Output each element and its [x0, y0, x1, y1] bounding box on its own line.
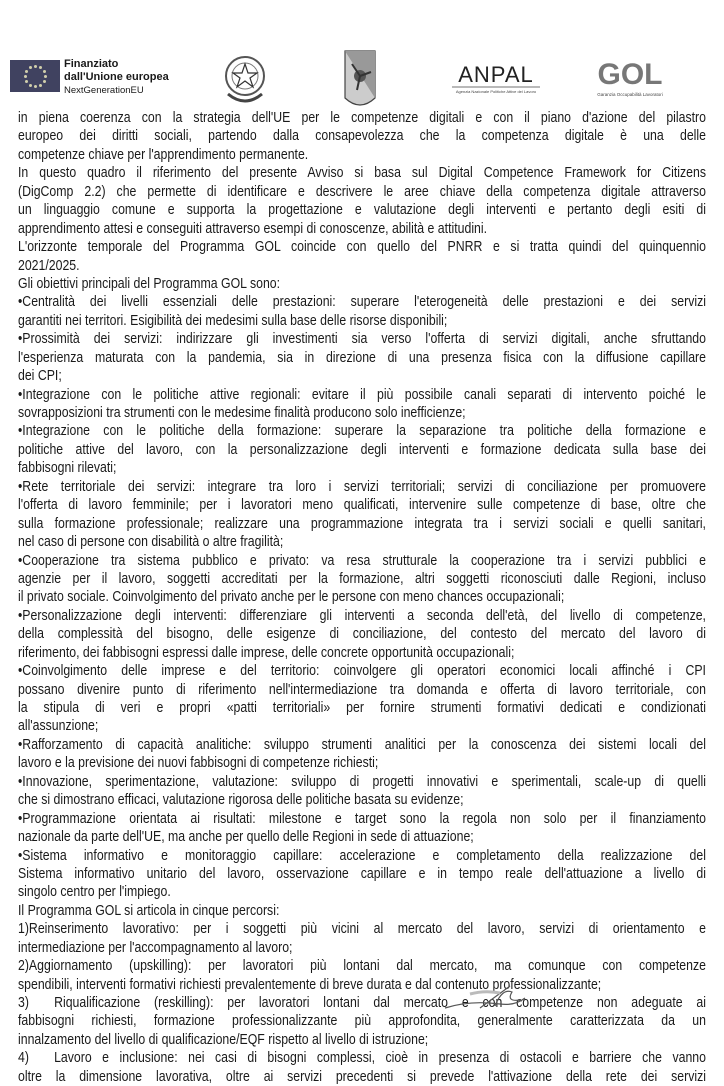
text-line: sovrapposizioni tra strumenti con le medesime finalità producono solo inefficienze;	[18, 404, 466, 421]
text-line: •Rete territoriale dei servizi: integrare tra loro i servizi territoriali; servizi di conciliazione per promuovere	[18, 477, 706, 495]
anpal-logo-text: ANPAL	[458, 62, 534, 87]
eu-star-icon	[29, 66, 32, 69]
text-line: •Integrazione con le politiche attive regionali: evitare il più possibile canali separati di intervento poiché le	[18, 385, 706, 403]
paragraph	[18, 736, 706, 773]
eu-funding-label	[64, 58, 169, 97]
text-line: •Integrazione con le politiche della formazione: superare la separazione tra politiche della formazione e	[18, 422, 706, 440]
text-line: Il Programma GOL si articola in cinque percorsi:	[18, 901, 280, 919]
text-line: Sistema informativo unitario del lavoro, osservazione capillare e in tempo reale dell'attuazione a livello di	[18, 864, 706, 882]
paragraph	[18, 238, 706, 275]
eu-flag-logo	[10, 60, 60, 92]
italian-republic-emblem-logo	[222, 50, 268, 110]
text-line: agenzie per il lavoro, soggetti accreditati per la formazione, altri soggetti riconosciuti dalle Regioni, incluso	[18, 569, 706, 587]
text-line: •Programmazione orientata ai risultati: milestone e target sono la regola non solo per il finanziamento	[18, 809, 706, 827]
text-line: che si dimostrano efficaci, valutazione rigorosa delle politiche basata su evidenze;	[18, 791, 464, 809]
eu-line-3: NextGenerationEU	[64, 85, 144, 96]
eu-star-icon	[39, 66, 42, 69]
text-line: spendibili, interventi formativi richiesti prevalentemente di breve durata e dal contenuto professionalizzante;	[18, 975, 602, 993]
paragraph	[18, 847, 706, 902]
text-line: •Rafforzamento di capacità analitiche: sviluppo strumenti analitici per la conoscenza dei sistemi locali del	[18, 735, 706, 753]
eu-line-2: dall'Unione europea	[64, 71, 169, 83]
text-line: 1)Reinserimento lavorativo: per i soggetti più vicini al mercato del lavoro, servizi di orientamento e	[18, 920, 706, 938]
text-line: (DigComp 2.2) che permette di identificare e descrivere le aree chiave della competenza digitale attraverso	[18, 182, 706, 200]
paragraph	[18, 1049, 706, 1086]
text-line: •Cooperazione tra sistema pubblico e privato: va resa strutturale la cooperazione tra i servizi pubblici e	[18, 551, 706, 569]
eu-star-icon	[34, 65, 37, 68]
paragraph	[18, 109, 706, 164]
text-line: nazionale da parte dell'UE, ma anche per quello delle Regioni in sede di attuazione;	[18, 828, 474, 846]
text-line: lavoro e la previsione dei nuovi fabbisogni di competenze richiesti;	[18, 754, 379, 772]
text-line: oltre la dimensione lavorativa, oltre ai servizi precedenti si prevede l'attivazione della rete dei servizi	[18, 1067, 706, 1085]
text-line: L'orizzonte temporale del Programma GOL coincide con quello del PNRR e si tratta quindi del quinquennio	[18, 238, 706, 256]
text-line: •Innovazione, sperimentazione, valutazione: sviluppo di progetti innovativi e sperimentali, scale-up di quelli	[18, 772, 706, 790]
anpal-subtitle: Agenzia Nazionale Politiche Attive del Lavoro	[455, 89, 537, 94]
anpal-logo	[448, 60, 544, 96]
text-line: •Sistema informativo e monitoraggio capillare: accelerazione e completamento della realizzazione del	[18, 846, 706, 864]
eu-star-icon	[24, 75, 27, 78]
sicily-region-shield-logo	[344, 50, 376, 112]
text-line: riferimento, dei fabbisogni espressi dalle imprese, delle concrete opportunità occupazionali;	[18, 643, 515, 661]
paragraph	[18, 330, 706, 385]
text-line: l'esperienza maturata con la pandemia, sia in direzione di una presenza fisica con la diffusione capillare	[18, 348, 706, 366]
text-line: 2)Aggiornamento (upskilling): per lavoratori più lontani dal mercato, ma comunque con competenze	[18, 957, 706, 975]
text-line: sulla formazione professionale; realizzare una programmazione integrata tra i servizi sociali e quelli sanitari,	[18, 514, 706, 532]
eu-star-icon	[39, 84, 42, 87]
paragraph	[18, 293, 706, 330]
paragraph	[18, 164, 706, 238]
eu-star-icon	[34, 85, 37, 88]
eu-line-1: Finanziato	[64, 58, 119, 70]
eu-star-icon	[25, 70, 28, 73]
text-line: in piena coerenza con la strategia dell'UE per le competenze digitali e con il piano d'azione del pilastro	[18, 109, 706, 126]
text-line: all'assunzione;	[18, 717, 99, 735]
paragraph	[18, 994, 706, 1049]
eu-star-icon	[43, 80, 46, 83]
text-line: Gli obiettivi principali del Programma GOL sono:	[18, 274, 281, 292]
eu-star-icon	[29, 84, 32, 87]
paragraph	[18, 422, 706, 477]
text-line: garantiti nei territori. Esigibilità dei medesimi sulla base delle risorse disponibili;	[18, 311, 448, 329]
paragraph	[18, 386, 706, 423]
text-line: 4) Lavoro e inclusione: nei casi di bisogni complessi, cioè in presenza di ostacoli e barriere che vanno	[18, 1049, 706, 1067]
paragraph	[18, 478, 706, 552]
list-number: 3)	[18, 994, 29, 1011]
text-line: dei CPI;	[18, 367, 62, 385]
paragraph	[18, 920, 706, 957]
text-line: intermediazione per l'accompagnamento al lavoro;	[18, 938, 293, 956]
document-body	[18, 109, 706, 1086]
paragraph	[18, 773, 706, 810]
text-line: nel caso di persone con disabilità o altre fragilità;	[18, 533, 284, 551]
text-line: 3) Riqualificazione (reskilling): per lavoratori lontani dal mercato e con competenze non adeguate ai	[18, 994, 706, 1011]
text-line: fabbisogni richiesti, formazione professionalizzante più approfondita, generalmente caratterizzata da un	[18, 1012, 706, 1030]
paragraph	[18, 552, 706, 607]
text-line: 2021/2025.	[18, 256, 80, 274]
text-line: possano divenire punto di riferimento nell'intermediazione tra domanda e offerta di lavoro territoriale, con	[18, 680, 706, 698]
text-line: il privato sociale. Coinvolgimento del privato anche per le persone con meno chances occupazionali;	[18, 588, 565, 606]
gol-subtitle: Garanzia Occupabilità Lavoratori	[597, 92, 663, 97]
paragraph	[18, 902, 706, 920]
text-line: apprendimento attesi e conseguiti attraverso esempi di conoscenze, abilità e attitudini.	[18, 219, 488, 237]
text-line: un linguaggio comune e supporta la progettazione e valutazione degli interventi e pertanto degli esiti di	[18, 201, 706, 219]
handwritten-signature	[440, 978, 530, 1018]
text-line: politiche attive del lavoro, con la personalizzazione degli interventi e formazione dedicata sulla base dei	[18, 440, 706, 458]
text-line: l'offerta di lavoro femminile; per i lavoratori meno qualificati, intervenire sulle competenze di base, oltre che	[18, 496, 706, 514]
text-line: europeo dei diritti sociali, partendo dalla consapevolezza che la competenza digitale è una delle	[18, 127, 706, 145]
text-line: singolo centro per l'impiego.	[18, 883, 171, 901]
eu-star-icon	[43, 70, 46, 73]
text-line: •Prossimità dei servizi: indirizzare gli investimenti sia verso l'offerta di servizi digitali, anche sfruttando	[18, 330, 706, 348]
paragraph	[18, 810, 706, 847]
gol-logo	[594, 54, 666, 100]
eu-star-icon	[44, 75, 47, 78]
text-line: la stipula di veri e propri «patti territoriali» per fornire strumenti formativi dedicati e condizionati	[18, 699, 706, 716]
list-number: 4)	[18, 1049, 29, 1067]
text-line: In questo quadro il riferimento del presente Avviso si basa sul Digital Competence Framework for Citizens	[18, 164, 706, 182]
text-line: della complessità del bisogno, delle esigenze di conciliazione, del contesto del mercato del lavoro di	[18, 625, 706, 643]
text-line: innalzamento del livello di qualificazione/EQF rispetto al livello di istruzione;	[18, 1030, 429, 1048]
gol-logo-text: GOL	[597, 58, 663, 91]
text-line: •Centralità dei livelli essenziali delle prestazioni: superare l'eterogeneità delle prestazioni e dei servizi	[18, 293, 706, 311]
text-line: •Personalizzazione degli interventi: differenziare gli interventi a seconda dell'età, del livello di competenze,	[18, 606, 706, 624]
paragraph	[18, 662, 706, 736]
paragraph	[18, 957, 706, 994]
paragraph	[18, 275, 706, 293]
text-line: •Coinvolgimento delle imprese e del territorio: coinvolgere gli operatori economici locali affinché i CPI	[18, 662, 706, 680]
text-line: competenze chiave per l'apprendimento permanente.	[18, 145, 309, 163]
text-line: fabbisogni rilevati;	[18, 459, 117, 477]
eu-star-icon	[25, 80, 28, 83]
paragraph	[18, 607, 706, 662]
